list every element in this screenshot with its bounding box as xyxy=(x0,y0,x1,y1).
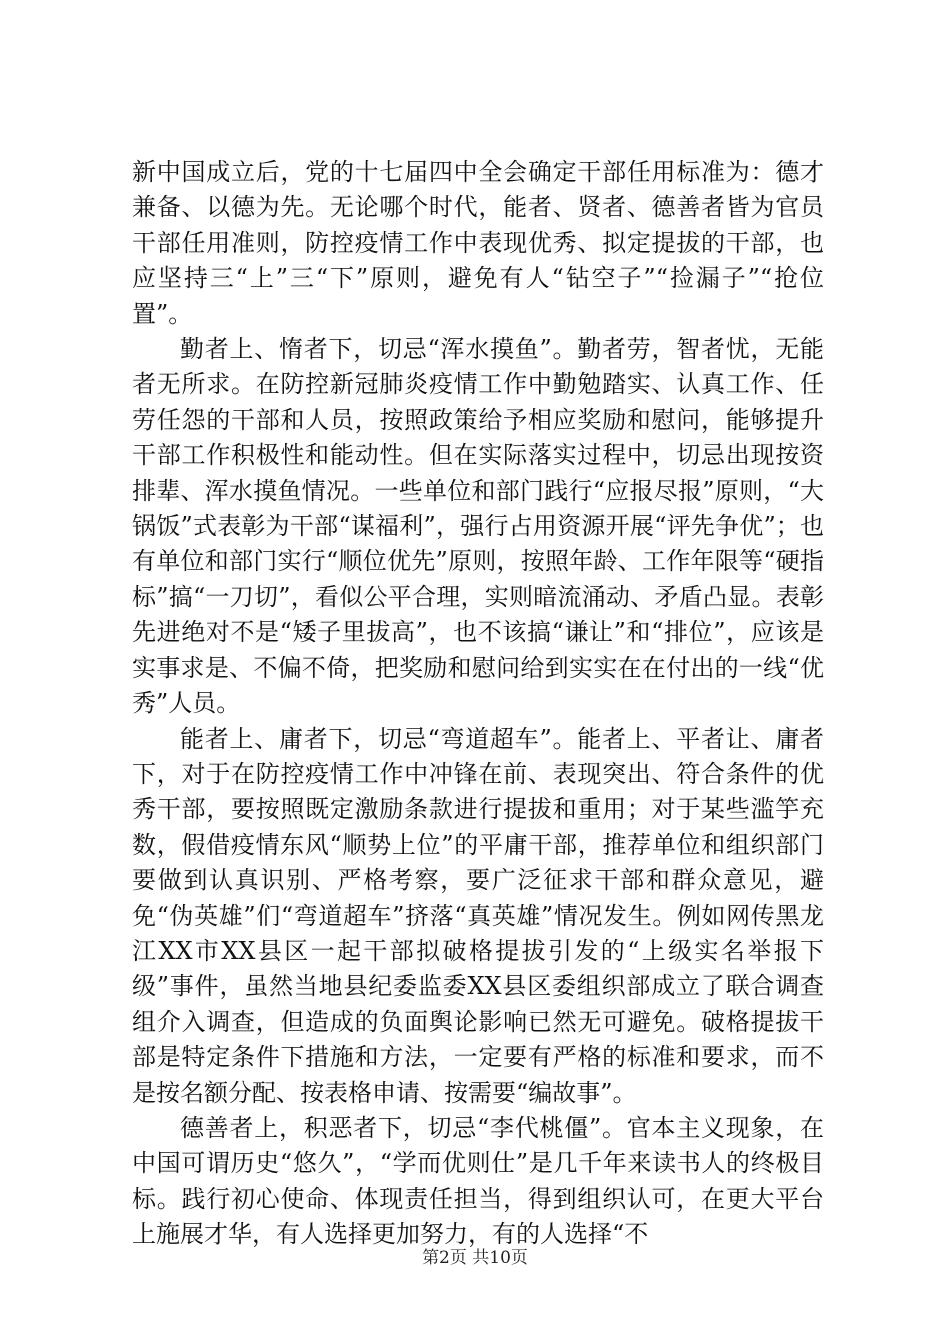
paragraph-intro: 新中国成立后，党的十七届四中全会确定干部任用标准为：德才兼备、以德为先。无论哪个时代，能者、贤者、德善者皆为官员干部任用准则，防控疫情工作中表现优秀、拟定提拔的干部，也应坚持三“上”三“下”原则，避免有人“钻空子”“捡漏子”“抢位置”。 xyxy=(132,158,824,328)
paragraph-diligent: 勤者上、惰者下，切忌“浑水摸鱼”。勤者劳，智者忧，无能者无所求。在防控新冠肺炎疫情工作中勤勉踏实、认真工作、任劳任怨的干部和人员，按照政策给予相应奖励和慰问，能够提升干部工作积极性和能动性。但在实际落实过程中，切忌出现按资排辈、浑水摸鱼情况。一些单位和部门践行“应报尽报”原则，“大锅饭”式表彰为干部“谋福利”，强行占用资源开展“评先争优”；也有单位和部门实行“顺位优先”原则，按照年龄、工作年限等“硬指标”搞“一刀切”，看似公平合理，实则暗流涌动、矛盾凸显。表彰先进绝对不是“矮子里拔高”，也不该搞“谦让”和“排位”，应该是实事求是、不偏不倚，把奖励和慰问给到实实在在付出的一线“优秀”人员。 xyxy=(132,335,824,718)
document-body xyxy=(132,155,824,1253)
paragraph-capable: 能者上、庸者下，切忌“弯道超车”。能者上、平者让、庸者下，对于在防控疫情工作中冲锋在前、表现突出、符合条件的优秀干部，要按照既定激励条款进行提拔和重用；对于某些滥竽充数，假借疫情东风“顺势上位”的平庸干部，推荐单位和组织部门要做到认真识别、严格考察，要广泛征求干部和群众意见，避免“伪英雄”们“弯道超车”挤落“真英雄”情况发生。例如网传黑龙江XX市XX县区一起干部拟破格提拔引发的“上级实名举报下级”事件，虽然当地县纪委监委XX县区委组织部成立了联合调查组介入调查，但造成的负面舆论影响已然无可避免。破格提拔干部是特定条件下措施和方法，一定要有严格的标准和要求，而不是按名额分配、按表格申请、按需要“编故事”。 xyxy=(132,724,824,1107)
paragraph-virtuous: 德善者上，积恶者下，切忌“李代桃僵”。官本主义现象，在中国可谓历史“悠久”，“学而优则仕”是几千年来读书人的终极目标。践行初心使命、体现责任担当，得到组织认可，在更大平台上施展才华，有人选择更加努力，有的人选择“不 xyxy=(132,1113,824,1249)
page-footer: 第2页 共10页 xyxy=(422,1248,528,1268)
